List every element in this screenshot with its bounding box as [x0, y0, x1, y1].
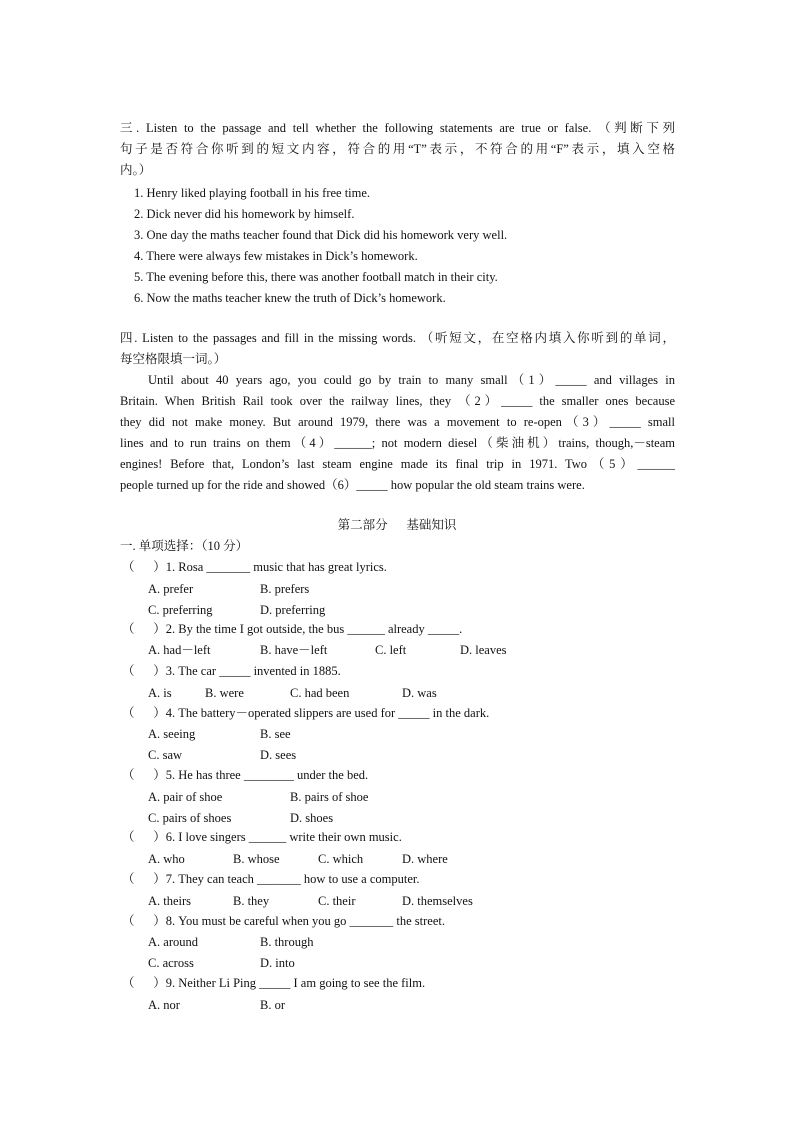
option-b: B. see	[260, 727, 291, 741]
question-stem: （ ）4. The battery－operated slippers are used for _____ in the dark.	[122, 706, 490, 720]
question-stem: （ ）8. You must be careful when you go _______ the street.	[122, 914, 445, 928]
option-a: A. who	[148, 852, 185, 866]
section-3-heading-line-1: 三. Listen to the passage and tell whether the following statements are true or false. （判断下列	[120, 121, 675, 135]
question-stem: （ ）7. They can teach _______ how to use a computer.	[122, 872, 420, 886]
statement-item: 1. Henry liked playing football in his free time.	[134, 186, 371, 200]
part-2-subheading: 一. 单项选择：（10 分）	[120, 539, 249, 553]
option-b: B. whose	[233, 852, 280, 866]
section-4-heading-line-1: 四. Listen to the passages and fill in the missing words. （听短文，在空格内填入你听到的单词，	[120, 331, 675, 345]
option-d: D. preferring	[260, 603, 326, 617]
option-d: D. was	[402, 686, 437, 700]
passage-line: engines! Before that, London’s last steam engine made its final trip in 1971. Two（5）______	[120, 457, 675, 471]
question-stem: （ ）3. The car _____ invented in 1885.	[122, 664, 341, 678]
option-c: C. pairs of shoes	[148, 811, 232, 825]
option-d: D. leaves	[460, 643, 507, 657]
statement-item: 3. One day the maths teacher found that Dick did his homework very well.	[134, 228, 508, 242]
question-stem: （ ）6. I love singers ______ write their own music.	[122, 830, 402, 844]
question-stem: （ ）5. He has three ________ under the bed.	[122, 768, 369, 782]
passage-line: people turned up for the ride and showed（6）_____ how popular the old steam trains were.	[120, 478, 585, 492]
passage-line: Britain. When British Rail took over the railway lines, they （2）_____ the smaller ones because	[120, 394, 675, 408]
option-b: B. or	[260, 998, 285, 1012]
question-stem: （ ）1. Rosa _______ music that has great lyrics.	[122, 560, 387, 574]
statement-item: 5. The evening before this, there was another football match in their city.	[134, 270, 498, 284]
section-4-heading-line-2: 每空格限填一词。）	[120, 352, 227, 366]
passage-line: Until about 40 years ago, you could go by train to many small（1）_____ and villages in	[148, 373, 675, 387]
option-d: D. themselves	[402, 894, 473, 908]
option-a: A. theirs	[148, 894, 192, 908]
option-a: A. had－left	[148, 643, 211, 657]
option-d: D. into	[260, 956, 295, 970]
statement-item: 6. Now the maths teacher knew the truth of Dick’s homework.	[134, 291, 446, 305]
option-a: A. pair of shoe	[148, 790, 223, 804]
passage-line: they did not make money. But around 1979, there was a movement to re-open（3）_____ small	[120, 415, 675, 429]
option-d: D. where	[402, 852, 448, 866]
option-b: B. were	[205, 686, 244, 700]
question-stem: （ ）9. Neither Li Ping _____ I am going to see the film.	[122, 976, 426, 990]
section-3-heading-line-2: 句子是否符合你听到的短文内容，符合的用“T”表示，不符合的用“F”表示，填入空格	[120, 142, 675, 156]
passage-line: lines and to run trains on them（4）______; not modern diesel（柴油机）trains, though,－steam	[120, 436, 675, 450]
question-stem: （ ）2. By the time I got outside, the bus ______ already _____.	[122, 622, 463, 636]
option-c: C. saw	[148, 748, 183, 762]
option-c: C. which	[318, 852, 364, 866]
option-c: C. across	[148, 956, 194, 970]
option-a: A. seeing	[148, 727, 196, 741]
option-b: B. through	[260, 935, 314, 949]
option-b: B. have－left	[260, 643, 328, 657]
part-2-title: 第二部分 基础知识	[337, 518, 457, 532]
option-d: D. shoes	[290, 811, 334, 825]
option-d: D. sees	[260, 748, 297, 762]
option-b: B. they	[233, 894, 270, 908]
option-c: C. left	[375, 643, 407, 657]
option-a: A. nor	[148, 998, 180, 1012]
statement-item: 4. There were always few mistakes in Dick’s homework.	[134, 249, 418, 263]
option-a: A. prefer	[148, 582, 194, 596]
option-a: A. is	[148, 686, 172, 700]
option-b: B. pairs of shoe	[290, 790, 369, 804]
section-3-heading-line-3: 内。）	[120, 163, 152, 177]
option-c: C. preferring	[148, 603, 213, 617]
option-c: C. their	[318, 894, 356, 908]
statement-item: 2. Dick never did his homework by himself.	[134, 207, 355, 221]
option-b: B. prefers	[260, 582, 310, 596]
option-a: A. around	[148, 935, 198, 949]
option-c: C. had been	[290, 686, 350, 700]
